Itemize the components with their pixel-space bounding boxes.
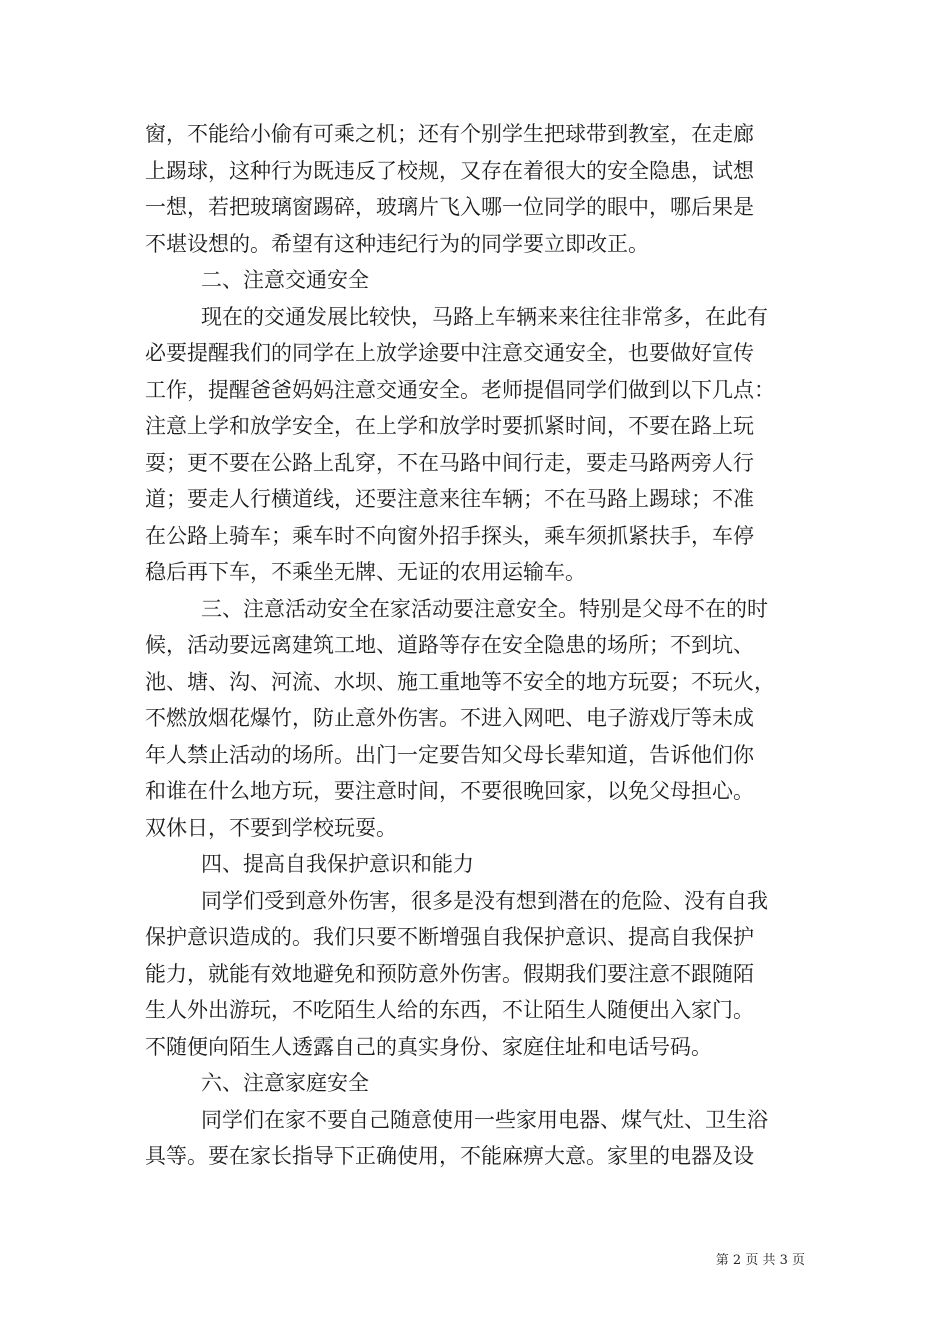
section-heading-self-protection: 四、提高自我保护意识和能力 [201, 852, 474, 876]
text-line: 工作，提醒爸爸妈妈注意交通安全。老师提倡同学们做到以下几点： [145, 377, 775, 402]
text-line: 耍；更不要在公路上乱穿，不在马路中间行走，要走马路两旁人行 [145, 450, 754, 475]
body-text [145, 116, 817, 1175]
text-line: 上踢球，这种行为既违反了校规，又存在着很大的安全隐患，试想 [145, 158, 754, 183]
text-line: 能力，就能有效地避免和预防意外伤害。假期我们要注意不跟随陌 [145, 961, 754, 986]
text-line: 生人外出游玩，不吃陌生人给的东西，不让陌生人随便出入家门。 [145, 998, 754, 1022]
text-line: 不燃放烟花爆竹，防止意外伤害。不进入网吧、电子游戏厅等未成 [145, 706, 754, 730]
text-line: 双休日，不要到学校玩耍。 [145, 815, 397, 840]
section-heading-activity: 三、注意活动安全在家活动要注意安全。特别是父母不在的时 [201, 596, 768, 621]
text-line: 道；要走人行横道线，还要注意来往车辆；不在马路上踢球；不准 [145, 487, 754, 511]
text-line: 同学们在家不要自己随意使用一些家用电器、煤气灶、卫生浴 [201, 1107, 768, 1132]
text-line: 不随便向陌生人透露自己的真实身份、家庭住址和电话号码。 [145, 1034, 712, 1059]
text-line: 窗，不能给小偷有可乘之机；还有个别学生把球带到教室，在走廊 [145, 122, 754, 146]
text-line: 注意上学和放学安全，在上学和放学时要抓紧时间，不要在路上玩 [145, 414, 754, 438]
text-line: 保护意识造成的。我们只要不断增强自我保护意识、提高自我保护 [145, 925, 754, 949]
text-line: 具等。要在家长指导下正确使用，不能麻痹大意。家里的电器及设 [145, 1144, 754, 1168]
text-line: 一想，若把玻璃窗踢碎，玻璃片飞入哪一位同学的眼中，哪后果是 [145, 195, 754, 219]
text-line: 池、塘、沟、河流、水坝、施工重地等不安全的地方玩耍；不玩火， [145, 669, 775, 694]
section-heading-home: 六、注意家庭安全 [201, 1071, 369, 1095]
text-line: 候，活动要远离建筑工地、道路等存在安全隐患的场所；不到坑、 [145, 633, 754, 657]
text-line: 稳后再下车，不乘坐无牌、无证的农用运输车。 [145, 560, 586, 584]
text-line: 和谁在什么地方玩，要注意时间，不要很晚回家，以免父母担心。 [145, 779, 754, 803]
text-line: 年人禁止活动的场所。出门一定要告知父母长辈知道，告诉他们你 [145, 742, 754, 767]
text-line: 在公路上骑车；乘车时不向窗外招手探头，乘车须抓紧扶手，车停 [145, 523, 754, 548]
section-heading-traffic: 二、注意交通安全 [201, 268, 369, 292]
text-line: 同学们受到意外伤害，很多是没有想到潜在的危险、没有自我 [201, 888, 768, 913]
text-line: 现在的交通发展比较快，马路上车辆来来往往非常多，在此有 [201, 304, 768, 329]
text-line: 必要提醒我们的同学在上放学途要中注意交通安全，也要做好宣传 [145, 341, 754, 365]
page-number-footer: 第 2 页 共 3 页 [715, 1253, 805, 1268]
text-line: 不堪设想的。希望有这种违纪行为的同学要立即改正。 [145, 231, 649, 256]
